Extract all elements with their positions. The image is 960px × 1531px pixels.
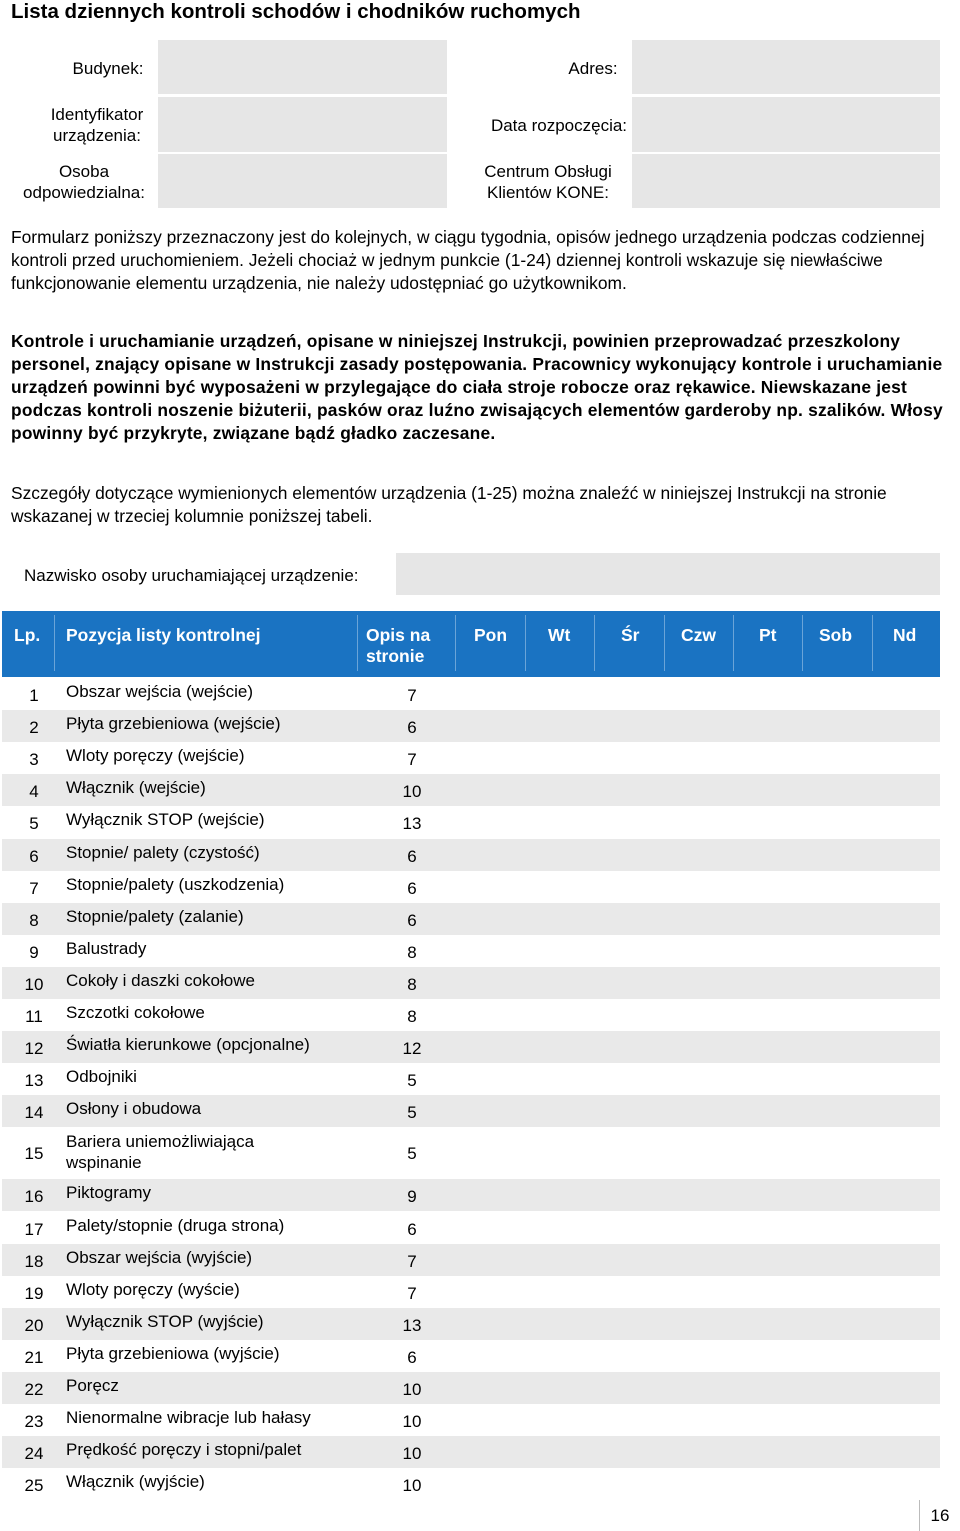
row-item: Wyłącznik STOP (wejście) — [66, 810, 265, 830]
row-page: 6 — [407, 718, 417, 738]
row-number: 8 — [29, 910, 39, 930]
row-page: 6 — [407, 1219, 417, 1239]
row-item: Włącznik (wejście) — [66, 778, 206, 798]
row-number: 9 — [29, 942, 39, 962]
row-number: 22 — [24, 1380, 44, 1399]
row-number: 1 — [29, 686, 39, 705]
row-number: 19 — [24, 1283, 44, 1303]
table-row — [2, 903, 940, 935]
row-page: 12 — [402, 1039, 422, 1059]
row-page: 8 — [407, 942, 417, 962]
row-item: Obszar wejścia (wyjście) — [66, 1247, 253, 1267]
row-page: 13 — [402, 1315, 422, 1335]
row-number: 5 — [29, 814, 39, 834]
row-number: 17 — [24, 1219, 44, 1239]
header-separator — [357, 615, 358, 671]
row-number: 21 — [24, 1347, 44, 1367]
header-page: Opis na stronie — [366, 625, 431, 666]
row-item: Prędkość poręczy i stopni/palet — [66, 1440, 302, 1460]
row-item: Balustrady — [66, 938, 147, 958]
table-row — [2, 1212, 940, 1244]
row-number: 24 — [24, 1444, 44, 1464]
header-separator — [664, 615, 665, 671]
row-number: 6 — [29, 846, 39, 866]
header-separator — [594, 615, 595, 671]
table-row — [2, 999, 940, 1031]
row-item: Płyta grzebieniowa (wyjście) — [66, 1343, 280, 1363]
header-day-sat: Sob — [819, 625, 853, 645]
row-item: Palety/stopnie (druga strona) — [66, 1215, 285, 1235]
row-item: Stopnie/palety (uszkodzenia) — [66, 874, 285, 894]
row-number: 14 — [24, 1103, 44, 1123]
table-row — [2, 935, 940, 967]
row-number: 10 — [24, 974, 44, 994]
starter-field[interactable] — [396, 553, 940, 595]
safety-paragraph: Kontrole i uruchamianie urządzeń, opisane w niniejszej Instrukcji, powinien przeprowadzać przeszkolony personel, znający opisane w Instrukcji zasady postępowania. Pracownicy wykonujący kontrole i uruchamianie urządzeń powinni być wyposażeni w przylegające do ciała stroje robocze oraz rękawice. Niewskazane jest podczas kontroli noszenie biżuterii, pasków oraz luźno zwisających elementów garderoby np. szalików. Włosy powinny być przykryte, związane bądź gładko zaczesane. — [11, 331, 943, 443]
row-page: 6 — [407, 1347, 417, 1367]
row-page: 7 — [407, 1283, 417, 1303]
table-row — [2, 1340, 940, 1372]
table-row — [2, 1063, 940, 1095]
table-row — [2, 1436, 940, 1468]
building-field[interactable] — [158, 40, 447, 94]
row-item: Wloty poręczy (wyście) — [66, 1279, 240, 1299]
header-lp: Lp. — [14, 625, 41, 645]
row-item: Płyta grzebieniowa (wejście) — [66, 714, 281, 734]
row-page: 5 — [407, 1144, 417, 1164]
row-page: 8 — [407, 974, 417, 994]
table-row — [2, 1244, 940, 1276]
row-page: 5 — [407, 1103, 417, 1123]
building-label: Budynek: — [72, 59, 144, 78]
kone-center-label: Centrum Obsługi Klientów KONE: — [484, 162, 612, 202]
row-number: 25 — [24, 1476, 44, 1496]
table-row — [2, 1404, 940, 1436]
intro-paragraph: Formularz poniższy przeznaczony jest do kolejnych, w ciągu tygodnia, opisów jednego urządzenia podczas codziennej kontroli przed uruchomieniem. Jeżeli chociaż w jednym punkcie (1-24) dziennej kontroli wskazuje się niewłaściwe funkcjonowanie elementu urządzenia, nie należy udostępniać go użytkownikom. — [11, 227, 925, 293]
table-row — [2, 1468, 940, 1500]
row-number: 18 — [24, 1251, 44, 1271]
row-page: 5 — [407, 1071, 417, 1091]
row-number: 2 — [29, 718, 39, 738]
table-row — [2, 742, 940, 774]
header-day-mon: Pon — [474, 625, 508, 645]
row-item: Obszar wejścia (wejście) — [66, 682, 254, 701]
table-row — [2, 678, 940, 710]
responsible-label: Osoba odpowiedzialna: — [23, 162, 145, 202]
row-page: 7 — [407, 1251, 417, 1271]
responsible-field[interactable] — [158, 154, 447, 208]
start-date-label: Data rozpoczęcia: — [490, 116, 628, 135]
device-id-field[interactable] — [158, 97, 447, 152]
row-page: 6 — [407, 910, 417, 930]
row-page: 6 — [407, 878, 417, 898]
row-number: 20 — [24, 1315, 44, 1335]
row-page: 8 — [407, 1007, 417, 1026]
row-item: Piktogramy — [66, 1183, 152, 1203]
starter-label: Nazwisko osoby uruchamiającej urządzenie: — [24, 566, 359, 585]
row-item: Osłony i obudowa — [66, 1099, 202, 1119]
row-page: 10 — [402, 1380, 422, 1399]
row-item: Wyłącznik STOP (wyjście) — [66, 1311, 264, 1331]
header-day-thu: Czw — [681, 625, 716, 645]
header-day-sun: Nd — [893, 625, 917, 645]
table-row — [2, 871, 940, 903]
table-row — [2, 1095, 940, 1127]
table-row — [2, 1372, 940, 1404]
page-title: Lista dziennych kontroli schodów i chodników ruchomych — [11, 0, 581, 23]
header-separator — [455, 615, 456, 671]
header-separator — [733, 615, 734, 671]
row-page: 10 — [402, 1444, 422, 1464]
start-date-field[interactable] — [632, 97, 940, 152]
address-field[interactable] — [632, 40, 940, 94]
row-item: Wloty poręczy (wejście) — [66, 746, 245, 766]
table-row — [2, 1127, 940, 1179]
row-number: 13 — [24, 1071, 44, 1091]
row-number: 16 — [24, 1187, 44, 1207]
row-page: 13 — [402, 814, 422, 834]
table-row — [2, 774, 940, 806]
table-row — [2, 1308, 940, 1340]
row-page: 10 — [402, 1412, 422, 1432]
row-item: Bariera uniemożliwiająca wspinanie — [66, 1132, 255, 1173]
details-paragraph: Szczegóły dotyczące wymienionych elementów urządzenia (1-25) można znaleźć w niniejszej Instrukcji na stronie wskazanej w trzeciej kolumnie poniższej tabeli. — [11, 483, 887, 526]
row-number: 11 — [25, 1007, 43, 1026]
row-item: Cokoły i daszki cokołowe — [66, 970, 255, 990]
row-number: 23 — [24, 1412, 44, 1432]
table-row — [2, 710, 940, 742]
header-day-wed: Śr — [621, 625, 640, 645]
table-row — [2, 806, 940, 838]
table-row — [2, 839, 940, 871]
header-item: Pozycja listy kontrolnej — [66, 625, 261, 645]
row-item: Nienormalne wibracje lub hałasy — [66, 1408, 311, 1428]
row-number: 3 — [29, 750, 39, 770]
header-day-fri: Pt — [759, 625, 777, 645]
header-separator — [802, 615, 803, 671]
row-item: Poręcz — [66, 1376, 119, 1395]
device-id-label: Identyfikator urządzenia: — [50, 105, 144, 145]
page-number: 16 — [919, 1500, 960, 1531]
header-day-tue: Wt — [548, 625, 571, 645]
kone-center-field[interactable] — [632, 154, 940, 208]
table-row — [2, 967, 940, 999]
row-item: Stopnie/ palety (czystość) — [66, 842, 260, 862]
table-row — [2, 1179, 940, 1211]
row-item: Odbojniki — [66, 1067, 137, 1087]
row-item: Szczotki cokołowe — [66, 1003, 205, 1022]
row-page: 9 — [407, 1187, 417, 1207]
row-number: 4 — [29, 782, 39, 802]
row-item: Włącznik (wyjście) — [66, 1472, 205, 1492]
header-separator — [525, 615, 526, 671]
header-separator — [54, 615, 55, 671]
table-row — [2, 1276, 940, 1308]
table-row — [2, 1031, 940, 1063]
row-item: Stopnie/palety (zalanie) — [66, 906, 244, 926]
row-number: 15 — [24, 1144, 44, 1164]
row-number: 12 — [24, 1039, 44, 1059]
row-page: 7 — [407, 750, 417, 770]
header-separator — [872, 615, 873, 671]
address-label: Adres: — [568, 59, 618, 78]
row-item: Światła kierunkowe (opcjonalne) — [66, 1035, 310, 1055]
row-page: 6 — [407, 846, 417, 866]
row-number: 7 — [29, 878, 39, 898]
row-page: 10 — [402, 782, 422, 802]
row-page: 10 — [402, 1476, 422, 1496]
row-page: 7 — [407, 686, 417, 705]
